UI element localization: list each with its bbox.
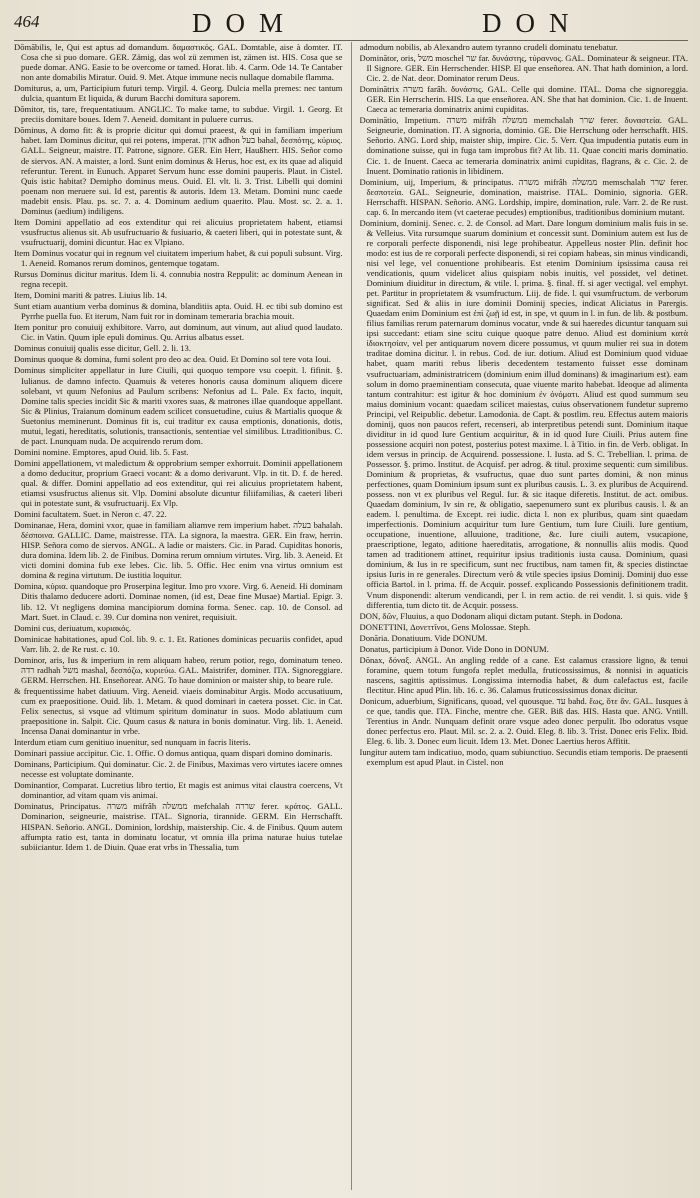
dictionary-entry: Item Domini appellatio ad eos extenditur qui rei alicuius proprietatem habent, etiamsi vsusfructus alienus sit. Ab usufructuario & fusiuario, & caeteri liberi, qui in potestate sunt, & vsufructuarij, domini dicuntur. Hac ex Vlpiano. — [14, 216, 343, 247]
dictionary-entry: Item ponitur pro conuiuij exhibitore. Varro, aut dominum, aut vinum, aut aliud quod laudato. Cic. in Vatin. Quum iple epuli dominus. Qu. Arrius albatus esset. — [14, 322, 343, 343]
dictionary-entry: Dominus quoque & domina, fumi solent pro deo ac dea. Ouid. Et Domino sol tere vota Ioui. — [14, 354, 331, 365]
page-number: 464 — [14, 12, 40, 31]
dictionary-entry: Dominātrix משרה farâh. δυνάστις. GAL. Celle qui domine. ITAL. Doma che signoreggia. GER. Ein Herrscherin. HIS. La que enseñorea. AN. She that hat dominion. Cic. 1. de Inuent. Caeca ac temeraria dominatrix animi cupiditas. — [359, 84, 688, 115]
dictionary-entry: Dominor, aris, Ius & imperium in rem aliquam habeo, rerum potior, rego, dominatum teneo. רדה radhah משל mashal, δεσπόζω, κυριεύω. GAL. Maistrifer, dominer. ITA. Signoreggiare. GERM. Herrschen. HI. Enseñorear. ANG. To haue dominion or maister ship, to beare rule. — [14, 654, 343, 685]
dictionary-entry: Dominantior, Comparat. Lucretius libro tertio, Et magis est animus vitai claustra coercens, Vt dominantior, ad vitam quam vis animai. — [14, 780, 343, 801]
dictionary-entry: Item Dominus vocatur qui in regnum vel ciuitatem imperium habet, & cui populi subsunt. Virg. 1. Aeneid. Romanos rerum dominos, gentemque togatam. — [14, 247, 343, 268]
dictionary-entry: DONETTINI, Δονεττῖνοι, Gens Molossae. Steph. — [359, 621, 531, 632]
dictionary-entry: Domini appellationem, vt maledictum & opprobrium semper exhorruit. Dominii appellationem a domo deducitur, proprium Graeci vocant: & a domo derivarunt. Vlp. in tit. D. f. de hered. qual. & differ. Domini appellatio ad eos extenditur, qui rei alicuius proprietatem habent, etiamsi vsusfructus alienus sit. Vlp. Domini absolute dicuntur filiifamilias, & caeteri liberi qui in potestate sunt, & vsufructuarij. Ex Vlp. — [14, 457, 343, 509]
dictionary-entry: & frequentissime habet datiuum. Virg. Aeneid. viaeis dominabitur Argis. Modo accusatiuum, cum ex praepositione. Ouid. lib. 1. Metam. & quod dominari in caetera posset. Cic. in Cat. Felix senectus, si vsque ad vltimum spiritum dominatur in suos. Modo ablatiuum cum praepositione in. Salpit. Cic. Quum casus & natura in bonis dominatur. Virg. lib. 1. Aeneid. Incensa Danai dominantur in vrbe. — [14, 685, 343, 737]
dictionary-entry: Interdum etiam cum genitiuo inuenitur, sed nunquam in facris literis. — [14, 737, 251, 748]
dictionary-entry: Dominatus, Principatus. משרה mifrâh ממשלה mefchalah שררה ferer. κράτος. GALL. Dominarion, seigneurie, maistrise. ITAL. Signoria, tirannide. GERM. Ein Herrschafft. HISPAN. Señorio. ANGL. Dominion, lordship, maistership. Cic. 4. de Finibus. Quum autem affumpta ratio est, tanta in dominatu locatur, vt omnia illa prima naturae huius tutelae subiiciantur. Idem 1. de Diuin. Quae erat vrbs in Thessalia, tum — [14, 801, 343, 852]
running-head-right: DON — [482, 8, 583, 38]
dictionary-entry: Dōminus, A domo fit: & is proprie dicitur qui domui praeest, & qui in familiam imperium habet. Iam Dominus dicitur, qui rei potens, imperat. אדון adhon בעל bahal, δεσπότης, κύριος. GALL. Seigneur, maistre. IT. Patrone, signore. GER. Ein Herr, Haußherr. HIS. Señor como de siervos. AN. A maister, a lord. Sunt enim dominus & Herus, hoc est, ex its quae ad aliquid referuntur. Terent. in Eunuch. Apparet Servum hunc esse domini pauperis. Plaut. in Cistel. Quis istic habitat? Demipho dominus meus. Ouid. El. vlt. li. 3. Trist. Libelli qui domini poenam non meruere sui. Id est, parentis & autoris. Idem 13. Metam. Domini nunc caede madebit ensis. Plau. ps. sc. 7. a. 4. Dominum aedium quaerito. Plau. Most. sc. 2. a. 1. Dominus (aedium) indiligens. — [14, 125, 343, 216]
dictionary-entry: Item, Domini mariti & patres. Liuius lib. 14. — [14, 290, 167, 301]
dictionary-entry: Dominātor, oris, משל moschel שר far. δυνάστης, τύραννος. GAL. Dominateur & seigneur. ITA. Il Signore. GER. Ein Herrschender. HISP. El que enseñorea. AN. That hath dominion, a lord. Cic. 2. de Nat. deor. Dominator rerum Deus. — [359, 53, 688, 84]
running-head-left: DOM — [192, 8, 298, 38]
running-head — [14, 6, 688, 41]
dictionary-entry: Dominus conuiuij qualis esse dicitur, Gell. 2. li. 13. — [14, 343, 192, 354]
column-divider — [351, 42, 352, 1190]
text-columns — [14, 42, 688, 1190]
dictionary-entry: Donāria. Donatiuum. Vide DONUM. — [359, 632, 488, 643]
dictionary-entry: Iungitur autem tam indicatiuo, modo, quam subiunctiuo. Secundis etiam temporis. De praesenti exemplum est apud Plaut. in Cistel. non — [359, 747, 688, 768]
dictionary-entry: Dominari passiue accipitur. Cic. 1. Offic. O domus antiqua, quam dispari domino dominaris. — [14, 748, 333, 759]
dictionary-entry: DON, δῶν, Fluuius, a quo Dodonam aliqui dictam putant. Steph. in Dodona. — [359, 610, 623, 621]
dictionary-entry: Dōnax, δόναξ. ANGL. An angling redde of a cane. Est calamus crassiore ligno, & tenui foramine, quem totum fungofa replet medulla, fruticossissimus, & nonnisi in aquaticis nascens, sagittis aptissimus. Longissima internodia habet, & dum calefactus est, facile flectitur. Hinc apud Plin. lib. 16. c. 36. Calamus fruticossissimus donax dicitur. — [359, 654, 688, 695]
right-column — [360, 42, 689, 1190]
dictionary-entry: Domini cus, deriuatum, κυριακός. — [14, 622, 131, 633]
dictionary-entry: Domiturus, a, um, Participium futuri temp. Virgil. 4. Georg. Dulcia mella premes: nec tantum dulcia, quantum Et liquida, & durum Bacchi domitura saporem. — [14, 83, 343, 104]
dictionary-entry: Domina, κύρια. quandoque pro Proserpina legitur. Imo pro vxore. Virg. 6. Aeneid. Hi dominam Ditis thalamo deducere adorti. Dominae nomen, (id est, Deae fine Musae) Martial. Epigr. 3. lib. 12. Vt negligens domina mancipiorum domina forma. Senec. cap. 10. de Consol. ad Mart. Suet. in Claud. c. 39. Cur domina non veniret, requisiuit. — [14, 581, 343, 622]
dictionary-entry: Domini nomine. Emptores, apud Ouid. lib. 5. Fast. — [14, 446, 189, 457]
dictionary-entry: Dominātio, Impetium. משרה mifrâh ממשלה memchalah שרר ferer. δυναστεία. GAL. Seigneurie, domination. IT. A signoria, dominio. GE. Die Herrschung oder herrschafft. HIS. Señorio. ANG. Lord ship, maister ship, impire. Cic. 5. Verr. Qua impudentia putatis eum in dominatione suisse, qui in fuga tam improbus fit? At lib. 11. Quae conciti maris dominatio. Cic. 1. de Inuent. Caeca ac temeraria dominatrix animi cupiditas, flagrans, & c. Cic. 2. de Inuent. Dominatio rationis in libidinem. — [359, 115, 688, 176]
dictionary-entry: Dominium, uij, Imperium, & principatus. משרה mifrâh ממשלה memschalah שרר ferer. δεσποτεία. GAL. Seigneurie, domination, maistrise. ITAL. Dominio, signoria. GER. Herrschafft. HISPAN. Señorio. ANG. Lordship, impire, domination, rule. Varr. 2. de Re rust. cap. 6. In mercando item (vt caeterae pecudes) emptionibus, traditionibus dominium mutant. — [359, 176, 688, 217]
dictionary-entry: Dominans, Participium. Qui dominatur. Cic. 2. de Finibus, Maximas vero virtutes iacere omnes necesse est voluptate dominante. — [14, 759, 343, 780]
dictionary-entry: Donatus, participium à Donor. Vide Dono in DONUM. — [359, 643, 549, 654]
dictionary-entry: Dōmābilis, le, Qui est aptus ad domandum. δαμαστικός. GAL. Domtable, aise à domter. IT. Cosa che si puo domare. GER. Zämig, das wol zü zemmen ist, zämen ist. HIS. Cosa que se puede domar. ANG. Easie to be overcome or tamed. Horat. lib. 4. Carm. Ode 14. Te Cantaber non ante domabilis Miratur. Ouid. 9. Met. Atque immune necis nullaque domabile flamma. — [14, 42, 343, 83]
dictionary-entry: Dominium, dominij. Senec. c. 2. de Consol. ad Mart. Dare longum dominium malis fuis in se. & Velleius. Vita rursumque suarum dominium et concessit sunt. Dominium autem est Ius de re corporali perfecte disponendi, nisi lege prohibeatur. Appelleus noster Plin. definit hoc modo: est ius de re corporali perfecte disponendi, si rei copiam habeas, sin minus vindicandi, nisi vel lege, vel conuentione prohibearis. Est etenim Dominium ipsissima causa rei vendicationis, quum videlicet alius quispiam nobis inuitis, vel possidet, vel detinet. Dominium diuiditur in directum, & vtile. l. prima. §. final. ff. si ager vectigal. vel emphyt. pet. Partitur in proprietatem & vsumfructum. Liij. de fide. l. qui vsumfructum. de verborum significat. Sed & aliis in iure dominii Dominij species, indicat Aliciatus in Parergis. Quaedam enim Dominium est ἐπὶ ζωῇ id est, in spe, vt quum in l. in fun. de lib. & postbum. filius familias rerum paternarum dominus vocatur, vnde & sui haeredes dicuntur tanquam sui ipsi succedant: etiam sine scitu cuique quoque patre denuo. Aliud est dominium κατὰ ἰδιοκτησίαν, vel per antiquarum novem dicere possumus, vt quum mulier rei sua in dotem traditae domina dicitur. l. in rebus. Cod. de iur. dotium. Aliud est Dominium quod viduae habet, quam mariti rebus liberis decedentem testamento fuisset esse dominam vsufructuariam, administratricem (dominium enim illud dominans) & imaginarium est). eam solum in domo praeminentiam consecuta, quae viuente marito habebat. Ideoque ad alimenta tantum contrahitur: est igitur & hoc dominium ἐν ὀνόματι. Aliud est quod summum seu maius dominium vocant: quaedam scilicet maiestas, cuius observationem fundetur supremo Principi, vel Reipublic. debetur. Lamodonia. de Capt. & postlim. reu. Effectus autem maioris dominij, quos non paucos refert, recenseri, ab interpretibus petendi sunt. Dominium itaque dividitur in id quod Iure Gentium acquiritur, & in id quod Iure Ciuili. Prius autem fine possessione acquiri non potest, posterius potest maxime. l. à Titio. in fin. de Verb. obligat. In idem versus in princip. de Acquirend. possessione. l. Iusta. ad S. C. Trebellian. l. prima. de Possessor. §. primo. Institut. de Acquisf. per adrog. & titul. proxime sequenti: cum similibus. Dominium & proprietas, & vsufructus, quae duo sunt partes domini, & non minus perfectiones, quam Dominium ipsum sunt ex pluribus causis. L. 3. ex pluribus de Acquirend. possess. non vt ex pluribus vel Regul. Iur. & sic itaque diferetis. Institut. de act. omibus. Quaedam dominium, Iv sin re, & obligatio, saepenumero sunt ex pluribus causis. l. & an eadem. l. penultima. de Except. rei iudic. dicta l. non ex pluribus, quam sint quaedam imperfectionis. Dominium acquiritur tum Iure Gentium, tum Iure Ciuili. Iure gentium, occupatione, inuentione, alluuione, traditione, &c. Iure ciuili autem, vsucapione, praescriptione, legato, aditione haereditatis, arrogatione, & nonnullis aliis modis. Quod tamen ad traditionem attinet, requiritur ipsius traditionis iusta causa. Dominium, quasi dominium, & Ius in re specificum, sunt nec fructibus, nam tamen fit, & species distinctae ipsius Iuris in re generales. Directum verò & vtile species ipsius Dominij. Dominij duo esse officia Bartol. in l. prima. ff. de Acquir. possef. explicando Possessionis definitionem tradit. Vnum disponendi: alterum vendicandi, per l. in rem actio. de rei vendit. l. si quis. vide § differentia, tum dicto tit. de Acquir. possess. — [359, 217, 688, 610]
dictionary-entry: Dominanae, Hera, domini vxor, quae in familiam aliamve rem imperium habet. בעלה bahalah. δέσποινα. GALLIC. Dame, maistresse. ITA. La signora, la maestra. GER. Ein fraw, herrin. HISP. Señora como de siervos. ANGL. A ladie or maisters. Cic. in Parad. Cupiditas honoris, dura domina. Idem lib. 2. de Finibus. Domina rerum omnium virtutes. Virg. lib. 3. Aeneid. Et victi domini domina fub exe lebes. Cic. lib. 5. Offic. Hec enim vna virtus omnium est domina & regina virtutum. De iustitia loquitur. — [14, 520, 343, 581]
left-column — [14, 42, 343, 1190]
dictionary-entry: Donicum, aduerbium, Significans, quoad, vel quousque. עד bahd. ἕως, ὅτε ἄν. GAL. Iusques à ce que, tandis que. ITA. Finche, mentre che. GER. Biß das. HIS. Hasta que. ANG. Vntill. Terentius in Andr. Nunquam definit orare vsque adeo donec perpulit. Ibo odoratus vsque donec perfectus ero. Plaut. Mil. sc. 2. a. 2. Ouid. Eleg. 8. lib. 3. Trist. Donec eris Felix. Ibid. Eleg. 6. lib. 3. Donec eum licuit. Idem 13. Met. Donec Laertius heros Affitit. — [359, 696, 688, 747]
dictionary-entry: Dominicae habitationes, apud Col. lib. 9. c. 1. Et. Rationes dominicas pecuariis confidet, apud Varr. lib. 2. de Re rust. c. 10. — [14, 633, 343, 654]
dictionary-entry: Dominus simpliciter appellatur in Iure Ciuili, qui quoquo tempore vsu coepit. l. fifinit. §. Iulianus. de damno infecto. Quamuis & veteres honoris causa dominum aliquem dicere solebant, vt quum Nefonius ad Paulum scribens: Nefonius ad L. Pale. Ex facto, inquit, Domine talis species incidit Sic & mariti vxores suas, & matrones illae quandoque appellant. Sic & Plinius, Traianum dominum eadem scilicet consuetudine, cuius & Martialis quoque & Suetonius meminerunt. Dominus fit is, cui traditur ex causa emptionis, donationis, dotis, mutui, legati, hereditatis, solutionis, transactionis, sententiae vel similibus. Ltraditionibus. C. de pact. Lnunquam nuda. De acquirendo rerum dom. — [14, 365, 343, 446]
dictionary-entry: Sunt etiam auantium verba dominus & domina, blanditiis apta. Ouid. H. ec tibi sub domino est Pyrrhe puella fuo. Et iterum, Nam fuit ror in dominam temeraria brachia mouit. — [14, 301, 343, 322]
dictionary-entry: Rursus Dominus dicitur maritus. Idem li. 4. connubia nostra Reppulit: ac dominum Aenean in regna recepit. — [14, 269, 343, 290]
dictionary-entry: Domini facultatem. Suet. in Neron c. 47. 22. — [14, 509, 167, 520]
dictionary-entry: admodum nobilis, ab Alexandro autem tyranno crudeli dominatu tenebatur. — [359, 42, 618, 52]
dictionary-entry: Dōmitor, tis, tare, frequentatiuum. ANGLIC. To make tame, to subdue. Virgil. 1. Georg. Et preciis domitare boues. Idem 7. Aeneid. domitant in puluere currus. — [14, 104, 343, 125]
